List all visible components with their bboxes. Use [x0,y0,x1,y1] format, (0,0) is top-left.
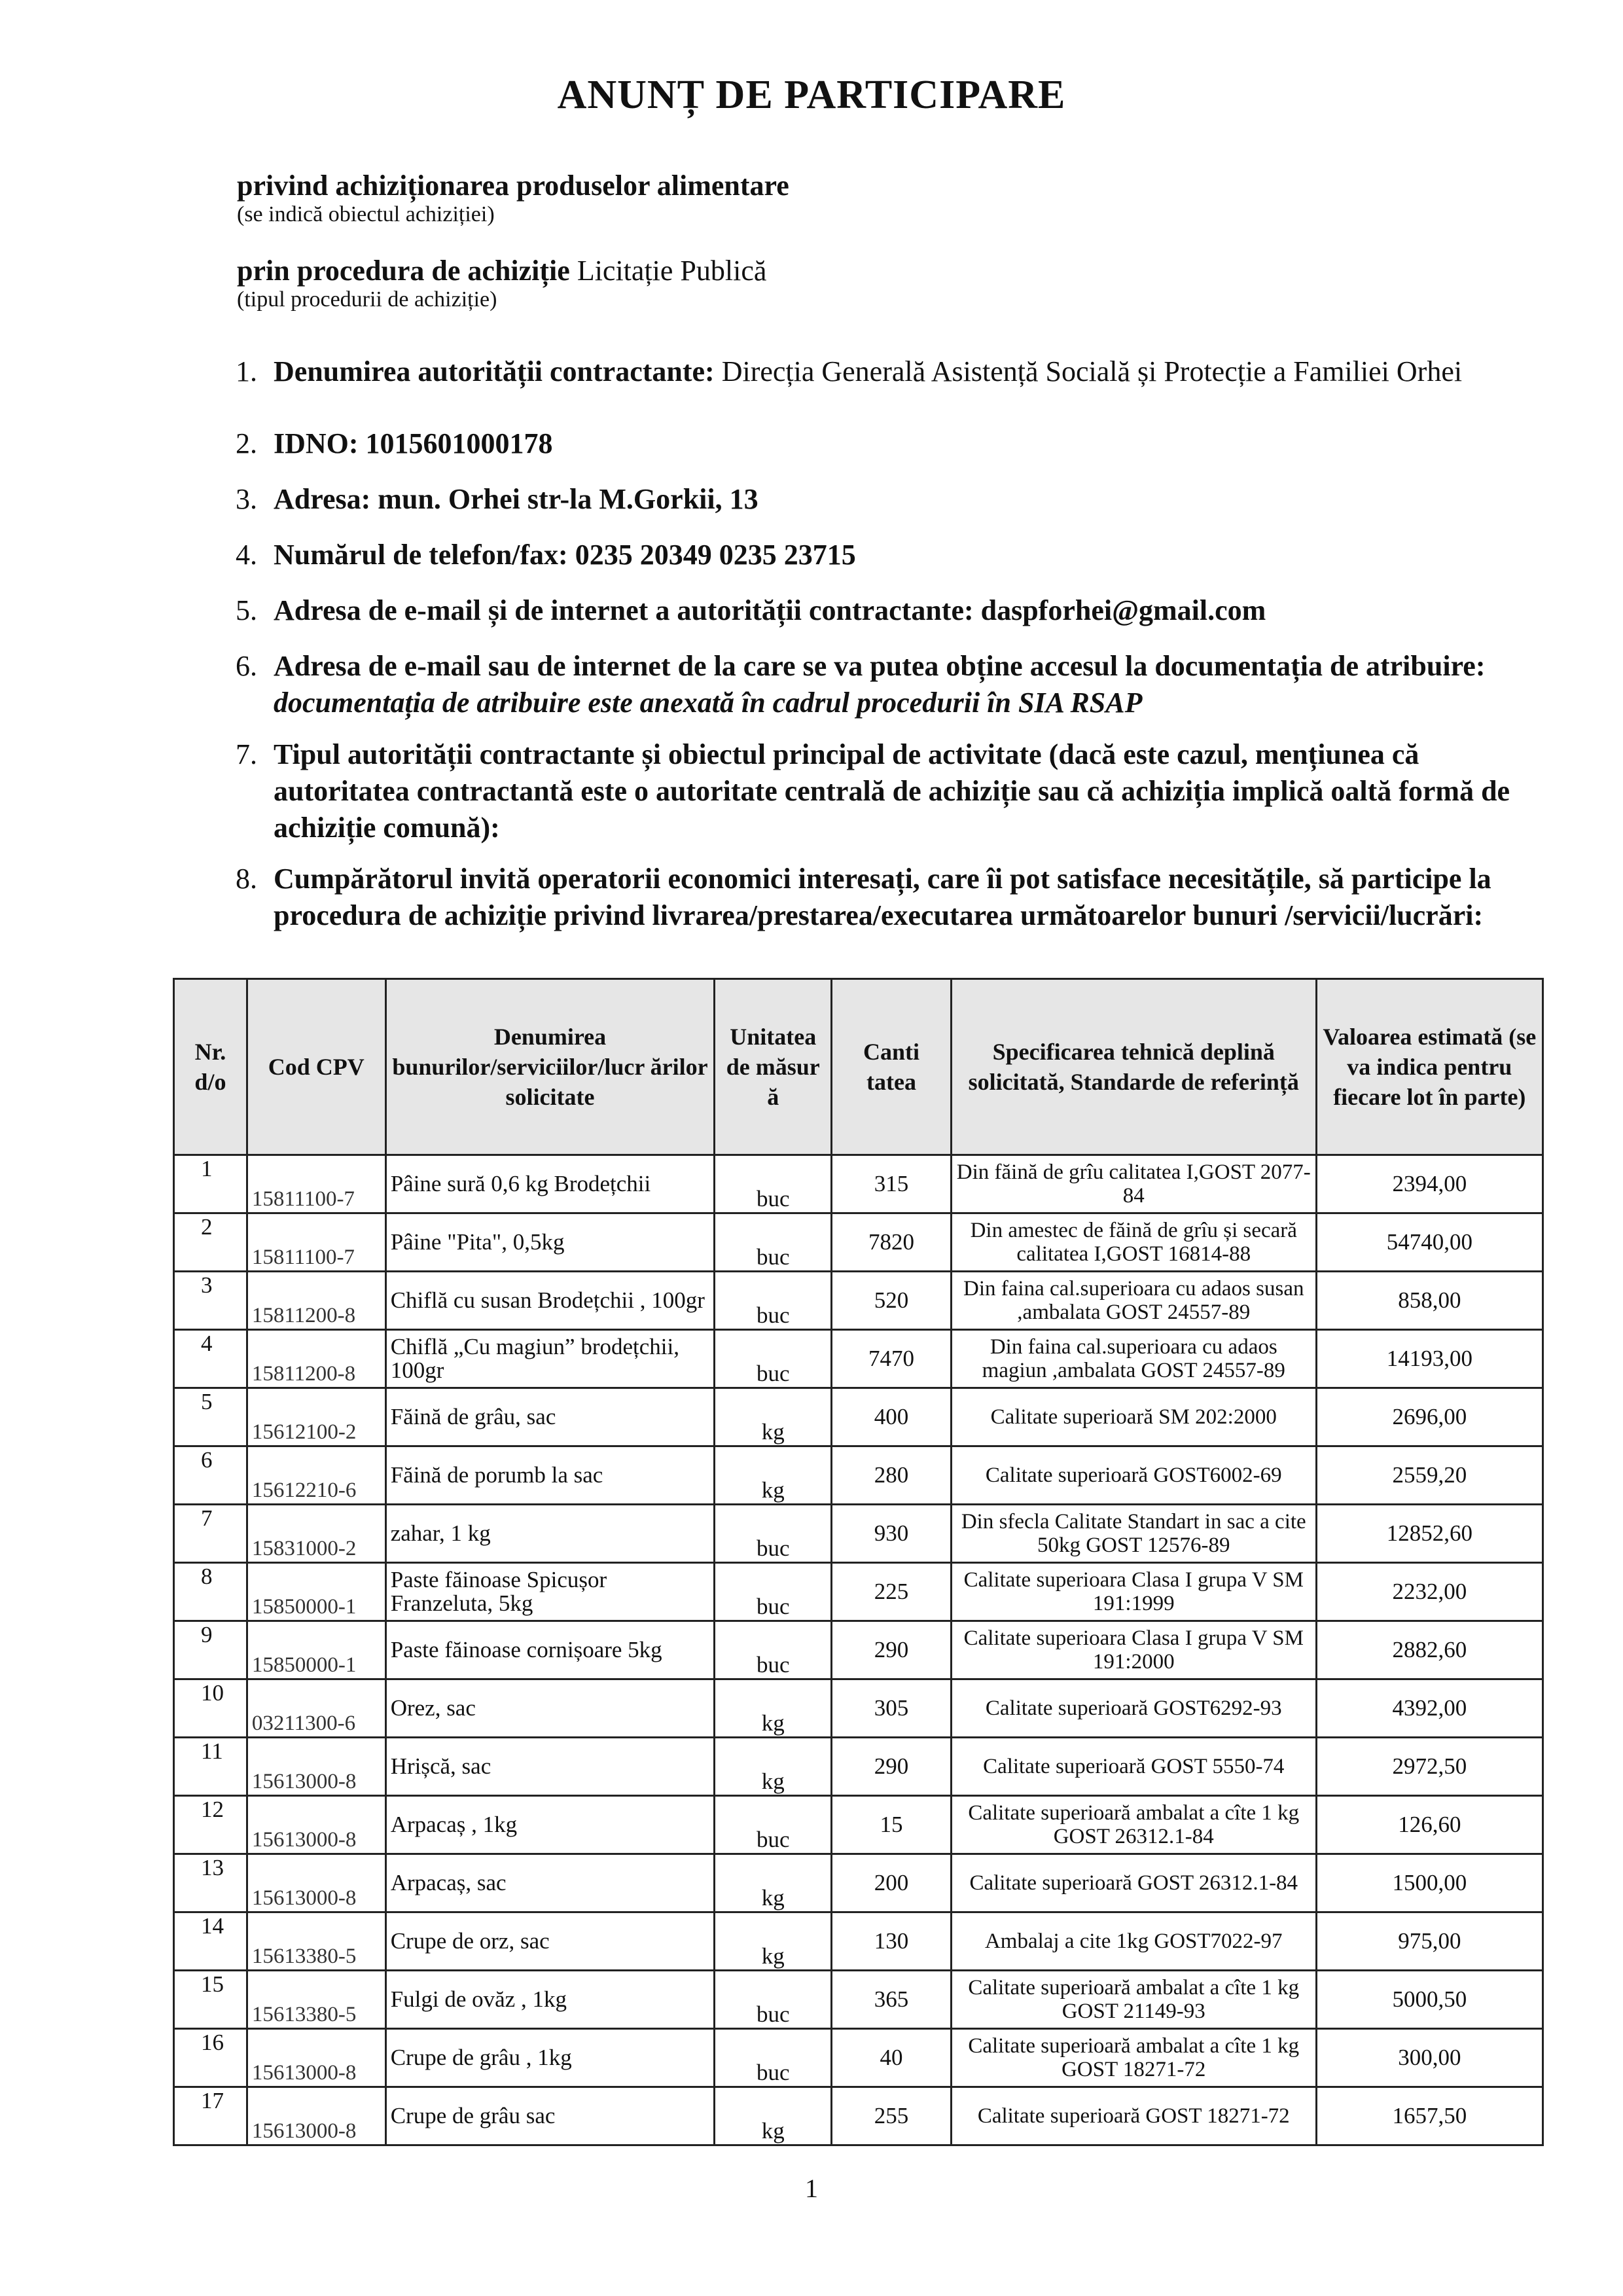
table-row [174,1563,1543,1621]
unit: kg [715,1854,832,1912]
quantity: 7820 [832,1213,952,1272]
column-header: Canti tatea [832,979,952,1155]
row-number: 11 [174,1738,247,1796]
table-row [174,1796,1543,1854]
quantity: 7470 [832,1330,952,1388]
specification: Calitate superioară GOST 5550-74 [951,1738,1316,1796]
item-label: IDNO: 1015601000178 [274,427,553,459]
info-item [237,537,1533,573]
row-number: 5 [174,1388,247,1446]
table-row [174,1330,1543,1388]
specification: Calitate superioară ambalat a cîte 1 kg GOST 18271-72 [951,2029,1316,2087]
item-label: Denumirea autorității contractante: [274,355,715,387]
item-label: Adresa de e-mail și de internet a autorității contractante: daspforhei@gmail.com [274,594,1266,626]
unit: kg [715,1738,832,1796]
item-label: Numărul de telefon/fax: 0235 20349 0235 23715 [274,539,856,571]
unit: buc [715,1796,832,1854]
column-header: Unitatea de măsur ă [715,979,832,1155]
item-value: documentația de atribuire este anexată în cadrul procedurii în SIA RSAP [274,687,1143,719]
table-row [174,1505,1543,1563]
quantity: 200 [832,1854,952,1912]
column-header: Valoarea estimată (se va indica pentru fiecare lot în parte) [1316,979,1543,1155]
specification: Calitate superioară ambalat a cîte 1 kg GOST 21149-93 [951,1971,1316,2029]
quantity: 305 [832,1679,952,1738]
item-text [274,736,1533,846]
quantity: 280 [832,1446,952,1505]
unit: buc [715,1272,832,1330]
quantity: 315 [832,1155,952,1213]
object-section [237,169,789,227]
item-label: Tipul autorității contractante și obiectul principal de activitate (dacă este cazul, mențiunea că autoritatea contractantă este o autoritate centrală de achiziție sau că achiziția implică oaltă formă de achiziție comună): [274,738,1510,844]
table-header-row [174,979,1543,1155]
specification: Calitate superioara Clasa I grupa V SM 191:1999 [951,1563,1316,1621]
item-name: Arpacaș, sac [385,1854,715,1912]
row-number: 14 [174,1912,247,1971]
estimated-value: 2559,20 [1316,1446,1543,1505]
quantity: 130 [832,1912,952,1971]
unit: kg [715,1679,832,1738]
estimated-value: 5000,50 [1316,1971,1543,2029]
unit: buc [715,1213,832,1272]
row-number: 8 [174,1563,247,1621]
table-row [174,1854,1543,1912]
estimated-value: 54740,00 [1316,1213,1543,1272]
unit: buc [715,2029,832,2087]
item-name: Crupe de orz, sac [385,1912,715,1971]
item-text [274,648,1533,721]
table-row [174,1155,1543,1213]
specification: Calitate superioară ambalat a cîte 1 kg GOST 26312.1-84 [951,1796,1316,1854]
item-name: Paste făinoase Spicușor Franzeluta, 5kg [385,1563,715,1621]
cpv-code: 15811200-8 [247,1272,385,1330]
row-number: 9 [174,1621,247,1679]
object-hint: (se indică obiectul achiziției) [237,202,495,226]
item-name: Paste făinoase cornișoare 5kg [385,1621,715,1679]
specification: Ambalaj a cite 1kg GOST7022-97 [951,1912,1316,1971]
row-number: 6 [174,1446,247,1505]
estimated-value: 2394,00 [1316,1155,1543,1213]
cpv-code: 15831000-2 [247,1505,385,1563]
table-row [174,2087,1543,2145]
quantity: 290 [832,1621,952,1679]
estimated-value: 12852,60 [1316,1505,1543,1563]
info-item [237,425,1533,462]
table-row [174,1446,1543,1505]
table-row [174,1272,1543,1330]
item-text [274,537,1533,573]
row-number: 15 [174,1971,247,2029]
cpv-code: 15850000-1 [247,1621,385,1679]
cpv-code: 15612100-2 [247,1388,385,1446]
item-number: 7. [236,738,257,770]
item-number: 3. [236,483,257,515]
column-header: Denumirea bunurilor/serviciilor/lucr ărilor solicitate [385,979,715,1155]
item-name: Făină de grâu, sac [385,1388,715,1446]
row-number: 10 [174,1679,247,1738]
item-name: Fulgi de ovăz , 1kg [385,1971,715,2029]
cpv-code: 15613380-5 [247,1912,385,1971]
page-title: ANUNȚ DE PARTICIPARE [557,73,1066,117]
unit: kg [715,1446,832,1505]
table-row [174,1738,1543,1796]
unit: kg [715,1388,832,1446]
table-row [174,1388,1543,1446]
cpv-code: 15613000-8 [247,1796,385,1854]
specification: Calitate superioară GOST 18271-72 [951,2087,1316,2145]
estimated-value: 300,00 [1316,2029,1543,2087]
estimated-value: 2696,00 [1316,1388,1543,1446]
item-label: Adresa de e-mail sau de internet de la care se va putea obține accesul la documentația de atribuire: [274,650,1486,682]
unit: buc [715,1155,832,1213]
info-item [237,481,1533,518]
item-text [274,481,1533,518]
specification: Calitate superioară GOST6002-69 [951,1446,1316,1505]
estimated-value: 4392,00 [1316,1679,1543,1738]
specification: Calitate superioară GOST 26312.1-84 [951,1854,1316,1912]
row-number: 13 [174,1854,247,1912]
estimated-value: 126,60 [1316,1796,1543,1854]
table-row [174,2029,1543,2087]
cpv-code: 15811100-7 [247,1213,385,1272]
page-number: 1 [805,2174,818,2203]
row-number: 17 [174,2087,247,2145]
quantity: 255 [832,2087,952,2145]
item-number: 8. [236,863,257,895]
cpv-code: 15613380-5 [247,1971,385,2029]
item-name: Orez, sac [385,1679,715,1738]
item-name: Arpacaș , 1kg [385,1796,715,1854]
item-text [274,425,1533,462]
row-number: 12 [174,1796,247,1854]
info-item [237,353,1533,390]
column-header: Nr. d/o [174,979,247,1155]
procedure-hint: (tipul procedurii de achiziție) [237,287,497,312]
cpv-code: 15613000-8 [247,1738,385,1796]
specification: Din făină de grîu calitatea I,GOST 2077-84 [951,1155,1316,1213]
table-row [174,1679,1543,1738]
estimated-value: 2882,60 [1316,1621,1543,1679]
item-label: Adresa: mun. Orhei str-la M.Gorkii, 13 [274,483,758,515]
estimated-value: 975,00 [1316,1912,1543,1971]
specification: Din sfecla Calitate Standart in sac a cite 50kg GOST 12576-89 [951,1505,1316,1563]
procedure-label: prin procedura de achiziție [237,255,570,287]
quantity: 290 [832,1738,952,1796]
quantity: 225 [832,1563,952,1621]
info-item [237,648,1533,721]
unit: kg [715,1912,832,1971]
item-label: Cumpărătorul invită operatorii economici interesați, care îi pot satisface necesitățile, să participe la procedura de achiziție privind livrarea/prestarea/executarea următoarelor bunuri /servicii/lucrări: [274,863,1491,931]
quantity: 930 [832,1505,952,1563]
estimated-value: 858,00 [1316,1272,1543,1330]
cpv-code: 15613000-8 [247,2029,385,2087]
item-text [274,592,1533,629]
item-name: Crupe de grâu sac [385,2087,715,2145]
procedure-section [237,254,766,312]
quantity: 15 [832,1796,952,1854]
item-name: Crupe de grâu , 1kg [385,2029,715,2087]
item-number: 1. [236,355,257,387]
item-name: zahar, 1 kg [385,1505,715,1563]
estimated-value: 2232,00 [1316,1563,1543,1621]
item-number: 6. [236,650,257,682]
cpv-code: 15612210-6 [247,1446,385,1505]
item-name: Hrișcă, sac [385,1738,715,1796]
column-header: Specificarea tehnică deplină solicitată, Standarde de referință [951,979,1316,1155]
unit: buc [715,1563,832,1621]
quantity: 400 [832,1388,952,1446]
item-value: Direcția Generală Asistență Socială și Protecție a Familiei Orhei [721,355,1463,387]
estimated-value: 1657,50 [1316,2087,1543,2145]
estimated-value: 2972,50 [1316,1738,1543,1796]
table-row [174,1912,1543,1971]
item-name: Chiflă „Cu magiun” brodețchii, 100gr [385,1330,715,1388]
column-header: Cod CPV [247,979,385,1155]
specification: Din faina cal.superioara cu adaos susan ,ambalata GOST 24557-89 [951,1272,1316,1330]
specification: Calitate superioară SM 202:2000 [951,1388,1316,1446]
unit: buc [715,1330,832,1388]
specification: Din amestec de făină de grîu și secară calitatea I,GOST 16814-88 [951,1213,1316,1272]
object-label: privind achiziționarea produselor alimentare [237,170,789,202]
specification: Calitate superioară GOST6292-93 [951,1679,1316,1738]
cpv-code: 15613000-8 [247,1854,385,1912]
cpv-code: 15850000-1 [247,1563,385,1621]
item-number: 4. [236,539,257,571]
item-name: Făină de porumb la sac [385,1446,715,1505]
cpv-code: 15811100-7 [247,1155,385,1213]
table-row [174,1213,1543,1272]
cpv-code: 15613000-8 [247,2087,385,2145]
unit: buc [715,1971,832,2029]
quantity: 365 [832,1971,952,2029]
info-item [237,736,1533,846]
procedure-value: Licitație Publică [577,255,767,287]
item-name: Chiflă cu susan Brodețchii , 100gr [385,1272,715,1330]
quantity: 520 [832,1272,952,1330]
goods-table [173,978,1544,2146]
info-item [237,592,1533,629]
row-number: 3 [174,1272,247,1330]
row-number: 16 [174,2029,247,2087]
row-number: 1 [174,1155,247,1213]
table-row [174,1621,1543,1679]
cpv-code: 03211300-6 [247,1679,385,1738]
specification: Din faina cal.superioara cu adaos magiun ,ambalata GOST 24557-89 [951,1330,1316,1388]
info-item [237,861,1533,934]
item-text [274,861,1533,934]
item-number: 5. [236,594,257,626]
item-name: Pâine sură 0,6 kg Brodețchii [385,1155,715,1213]
cpv-code: 15811200-8 [247,1330,385,1388]
item-name: Pâine "Pita", 0,5kg [385,1213,715,1272]
item-text [274,353,1533,390]
unit: kg [715,2087,832,2145]
table-row [174,1971,1543,2029]
unit: buc [715,1505,832,1563]
unit: buc [715,1621,832,1679]
item-number: 2. [236,427,257,459]
quantity: 40 [832,2029,952,2087]
estimated-value: 14193,00 [1316,1330,1543,1388]
row-number: 7 [174,1505,247,1563]
row-number: 2 [174,1213,247,1272]
estimated-value: 1500,00 [1316,1854,1543,1912]
specification: Calitate superioara Clasa I grupa V SM 191:2000 [951,1621,1316,1679]
row-number: 4 [174,1330,247,1388]
